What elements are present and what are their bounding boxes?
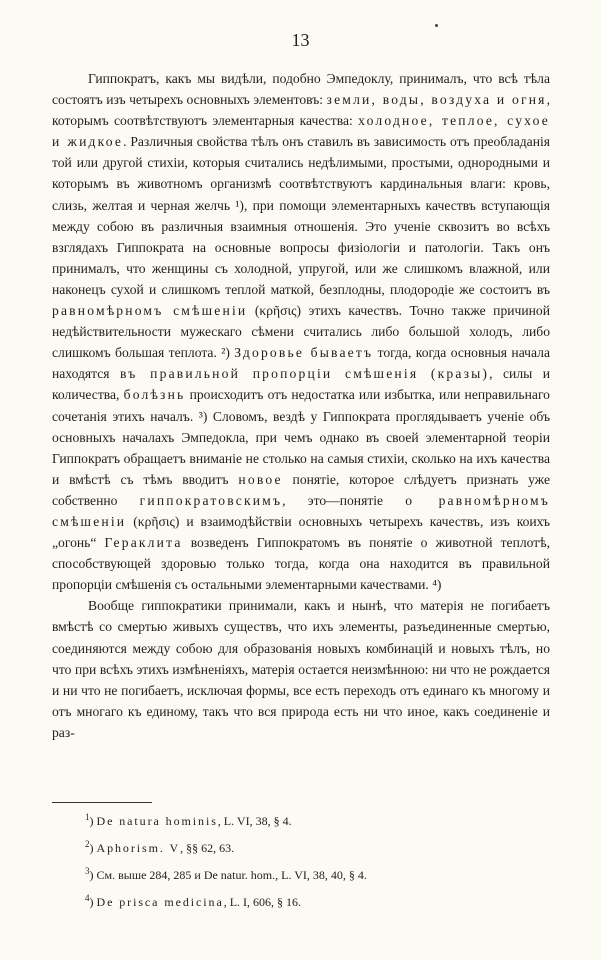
page-number: 13 [291,30,310,50]
emphasis-hippocratic: гиппократовскимъ [139,492,283,508]
text-run: (κρῆσις) этихъ качествъ. Точно также причиной недѣйствительности мужескаго сѣмени считались либо большой холодъ, либо слишкомъ большая теплота. ²) [52,303,550,361]
emphasis-elements: земли, воды, воздуха и огня [326,92,547,108]
paragraph-2: Вообще гиппократики принимали, какъ и нынѣ, что матерія не погибаетъ вмѣстѣ со смертью живыхъ существъ, что ихъ элементы, разъединенные смертью, соединяются между собою для образованія новыхъ комбинацій и новыхъ тѣлъ, но что при всѣхъ этихъ измѣненіяхъ, матерія остается неизмѣнною: ни что не рождается и ни что не погибаетъ, исключая формы, все есть переходъ отъ единаго къ многому и отъ многаго къ единому, такъ что вся природа есть ни что иное, какъ соединеніе и раз- [52,598,550,740]
footnotes [85,806,525,914]
text-run: происходитъ отъ недостатка или избытка, или неправильнаго сочетанія этихъ началъ. ³) Словомъ, вездѣ у Гиппократа проглядываетъ ученіе объ основныхъ началахъ Эмпедокла, при чемъ однако въ своей элементарной теоріи Гиппократъ обращаетъ вниманіе не столько на самыя стихіи, сколько на ихъ качества и вмѣстѣ съ тѣмъ вводитъ [52,387,550,487]
emphasis-qualities: холодное, теплое, сухое и жидкое [52,113,550,150]
footnote-mark: 2 [85,839,90,849]
footnote-reference: De prisca medicina [96,895,224,909]
text-run: . Различныя свойства тѣлъ онъ ставилъ въ зависимость отъ преобладанія той или другой стихіи, которыя считались недѣлимыми, простыми, однородными и которымъ въ животномъ организмѣ соотвѣтствуютъ кардинальныя влаги: кровь, слизь, желтая и черная желчь ¹), при помощи элементарныхъ качествъ вступающія между собою въ различныя взаимныя отношенія. Это ученіе сквозитъ во всѣхъ взглядахъ Гиппократа на основные вопросы физіологіи и патологіи. Такъ онъ принималъ, что женщины съ холодной, упругой, или же слишкомъ влажной, или наконецъ сухой и слишкомъ теплой маткой, безплодны, плодородіе же состоитъ въ [52,134,550,297]
ink-speck [435,24,438,27]
footnote-rule [52,802,152,803]
emphasis-disease: болѣзнь [123,387,186,403]
emphasis-even-mixing: равномѣрномъ смѣшеніи [52,303,248,319]
footnote-1: $^1$) De natura hominis, L. VI, 38, § 4. [85,812,292,828]
text-run: Гиппократъ, какъ мы видѣли, подобно Эмпедоклу, принималъ, что всѣ тѣла состоятъ изъ четырехъ основныхъ элементовъ: [52,71,550,108]
footnote-reference: De natura hominis [96,814,218,828]
footnote-text: , L. VI, 38, § 4. [217,814,292,828]
emphasis-even-mixing-2: о равномѣрномъ смѣшеніи [52,492,550,529]
text-run: (κρῆσις) и взаимодѣйствіи основныхъ четырехъ качествъ, изъ коихъ „огонь“ [52,513,550,551]
text-run: возведенъ Гиппократомъ въ понятіе о животной теплотѣ, способствующей здоровью только тогда, когда она находится въ правильной пропорціи смѣшенія съ остальными элементарными качествами. ⁴) [52,535,550,593]
emphasis-heraclitus: Гераклита [104,535,183,551]
text-run: , это—понятіе [282,492,384,508]
footnote-2: $^2$) Aphorism. V, §§ 62, 63. [85,839,235,855]
footnote-text: , §§ 62, 63. [180,841,235,855]
footnote-3: $^3$) См. выше 284, 285 и De natur. hom., L. VI, 38, 40, § 4. [85,866,367,882]
text-run: , которымъ соотвѣтствуютъ элементарныя качества: [52,92,550,129]
footnote-4: $^4$) De prisca medicina, L. I, 606, § 16. [85,893,302,909]
footnote-mark: 3 [85,866,90,876]
footnote-mark: 1 [85,812,90,822]
text-run: тогда, когда основныя начала находятся [52,345,550,382]
paragraph-1 [52,68,550,595]
main-text [52,68,550,743]
text-run: , силы и количества, [52,366,550,403]
emphasis-health: Здоровье бываетъ [234,345,374,361]
footnote-text: , L. VI, 38, 40, § 4. [275,868,367,882]
footnote-mark: 4 [85,893,90,903]
footnote-text: , L. I, 606, § 16. [223,895,302,909]
footnote-reference: Aphorism. V [96,841,181,855]
emphasis-proportion: въ правильной пропорціи смѣшенія (кразы) [120,366,490,382]
emphasis-new: новое [238,471,283,487]
footnote-reference: См. выше 284, 285 и De natur. hom. [96,868,276,882]
text-run: понятіе, которое слѣдуетъ признать уже собственно [52,471,550,508]
